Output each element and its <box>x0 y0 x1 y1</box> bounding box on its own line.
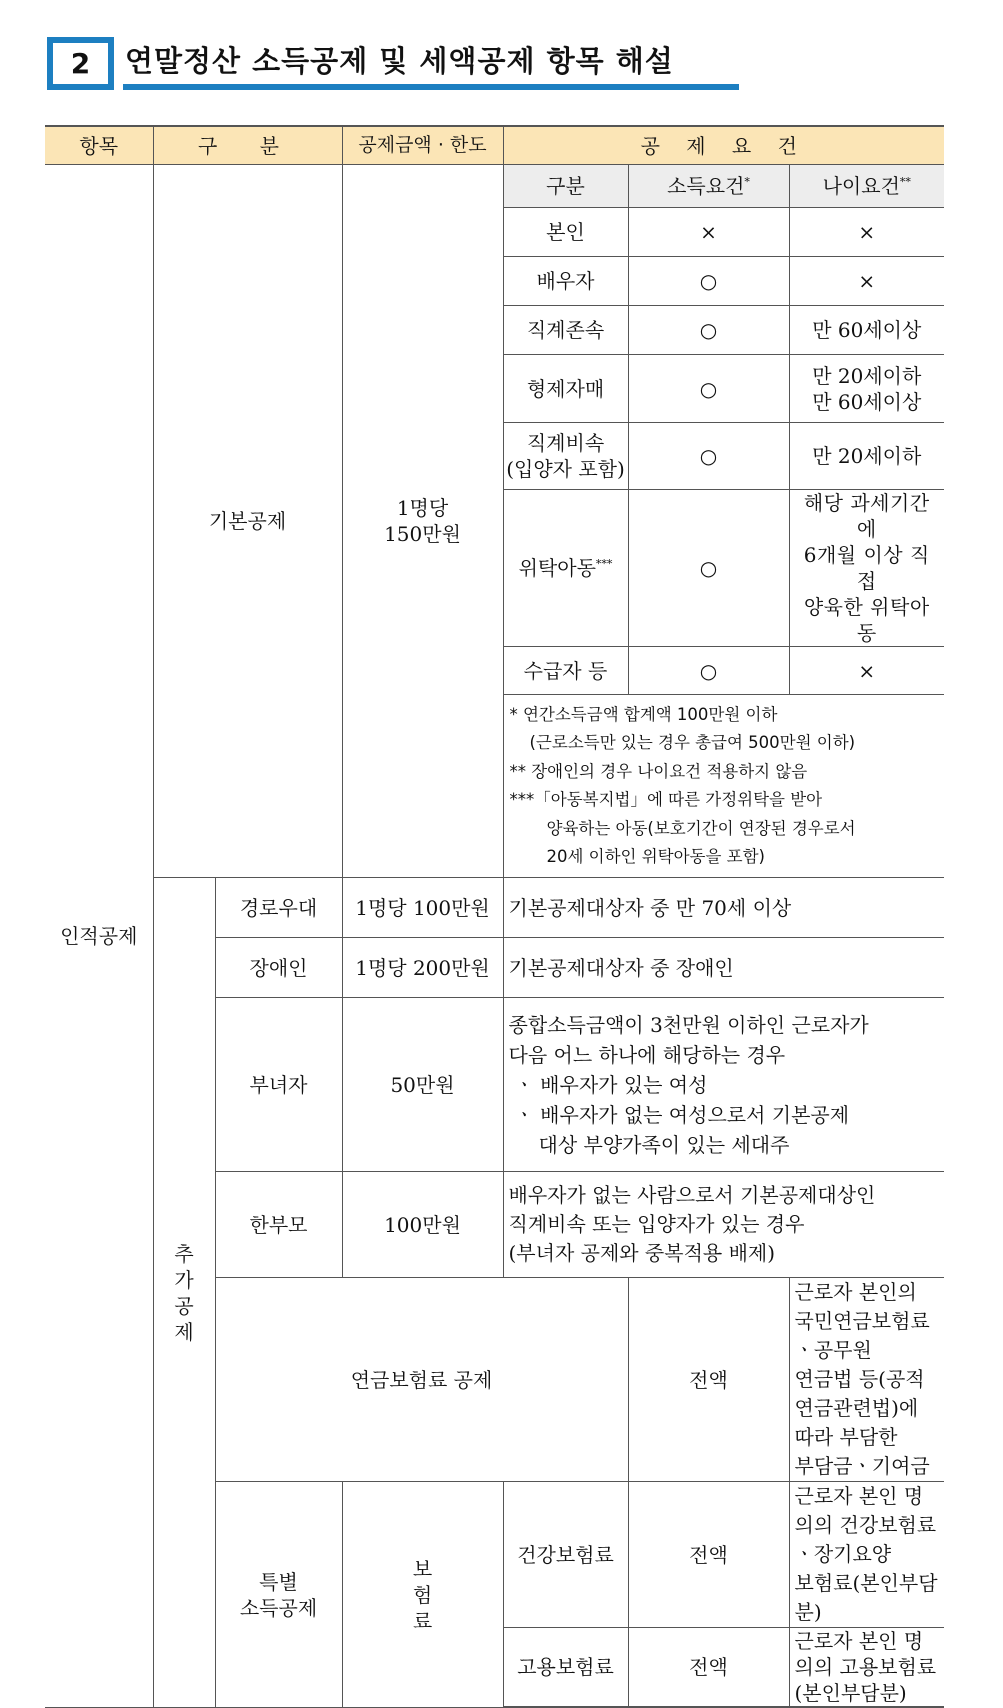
basic-type: 수급자 등 <box>503 647 628 695</box>
req-line: 다음 어느 하나에 해당하는 경우 <box>508 1042 786 1067</box>
income-req: ○ <box>628 306 789 355</box>
additional-amount: 1명당 200만원 <box>342 938 503 998</box>
note-line: * 연간소득금액 합계액 100만원 이하 <box>509 705 778 724</box>
req-line: 배우자가 없는 사람으로서 기본공제대상인 <box>508 1183 876 1208</box>
header-amount: 공제금액 · 한도 <box>342 126 503 165</box>
header-item: 항목 <box>45 126 153 165</box>
insurance-label: 보 험 료 <box>342 1482 503 1708</box>
income-req: × <box>628 208 789 257</box>
additional-amount: 50만원 <box>342 998 503 1172</box>
income-req: ○ <box>628 423 789 490</box>
additional-requirement: 기본공제대상자 중 만 70세 이상 <box>503 878 944 938</box>
subheader-type: 구분 <box>503 165 628 208</box>
basic-type <box>503 423 628 490</box>
additional-deduction-label: 추 가 공 제 <box>153 878 215 1708</box>
age-req: × <box>789 257 944 306</box>
req-line: 근로자 본인 명의의 건강보험료ㆍ장기요양 <box>794 1484 937 1567</box>
deduction-table <box>45 125 944 1708</box>
table-row <box>45 878 944 938</box>
age-line: 6개월 이상 직접 <box>803 543 930 593</box>
note-line: 양육하는 아동(보호기간이 연장된 경우로서 <box>546 818 856 838</box>
income-req: ○ <box>628 257 789 306</box>
note-line: ** 장애인의 경우 나이요건 적용하지 않음 <box>509 761 808 781</box>
age-req <box>789 355 944 423</box>
title-underline <box>123 84 739 90</box>
type-line: 직계비속 <box>526 431 605 455</box>
pension-amount: 전액 <box>628 1278 789 1482</box>
basic-type: 직계존속 <box>503 306 628 355</box>
type-line: (입양자 포함) <box>506 457 625 481</box>
additional-requirement <box>503 1172 944 1278</box>
additional-name: 장애인 <box>215 938 342 998</box>
additional-name: 부녀자 <box>215 998 342 1172</box>
basic-type: 형제자매 <box>503 355 628 423</box>
amount-line: 150만원 <box>384 522 461 547</box>
req-line: ㆍ 배우자가 없는 여성으로서 기본공제 <box>514 1102 850 1127</box>
req-line: 근로자 본인의 국민연금보험료ㆍ공무원 <box>794 1280 930 1363</box>
age-req: 만 60세이상 <box>789 306 944 355</box>
insurance-name: 고용보험료 <box>503 1628 628 1708</box>
basic-deduction-notes <box>503 695 944 878</box>
insurance-amount: 전액 <box>628 1482 789 1628</box>
subheader-age: 나이요건** <box>789 165 944 208</box>
insurance-amount: 전액 <box>628 1628 789 1708</box>
table-row <box>45 165 944 208</box>
additional-name: 경로우대 <box>215 878 342 938</box>
req-line: (부녀자 공제와 중복적용 배제) <box>508 1241 776 1266</box>
subheader-income: 소득요건* <box>628 165 789 208</box>
pension-label: 연금보험료 공제 <box>215 1278 628 1482</box>
basic-type: 본인 <box>503 208 628 257</box>
age-req: × <box>789 647 944 695</box>
income-req: ○ <box>628 355 789 423</box>
income-req: ○ <box>628 490 789 647</box>
age-line: 양육한 위탁아동 <box>803 595 930 645</box>
age-req: 만 20세이하 <box>789 423 944 490</box>
basic-type: 위탁아동*** <box>503 490 628 647</box>
req-line: 보험료(본인부담분) <box>794 1571 938 1625</box>
additional-amount: 100만원 <box>342 1172 503 1278</box>
req-line: 종합소득금액이 3천만원 이하인 근로자가 <box>508 1012 869 1037</box>
age-line: 해당 과세기간에 <box>803 491 930 541</box>
header-category: 구 분 <box>153 126 342 165</box>
note-line: 20세 이하인 위탁아동을 포함) <box>546 846 765 866</box>
basic-type: 배우자 <box>503 257 628 306</box>
header-requirement: 공 제 요 건 <box>503 126 944 165</box>
amount-line: 1명당 <box>396 496 449 521</box>
req-line: 대상 부양가족이 있는 세대주 <box>538 1132 790 1157</box>
page-title: 연말정산 소득공제 및 세액공제 항목 해설 <box>125 44 674 78</box>
additional-amount: 1명당 100만원 <box>342 878 503 938</box>
note-line: (근로소득만 있는 경우 총급여 500만원 이하) <box>529 733 856 753</box>
req-line: 부담금ㆍ기여금 <box>794 1454 930 1479</box>
pension-requirement <box>789 1278 944 1482</box>
additional-requirement: 기본공제대상자 중 장애인 <box>503 938 944 998</box>
age-line: 만 60세이상 <box>812 389 922 414</box>
age-line: 만 20세이하 <box>812 363 922 388</box>
note-line: ***「아동복지법」에 따른 가정위탁을 받아 <box>509 790 823 810</box>
insurance-requirement <box>789 1482 944 1628</box>
section-number-badge: 2 <box>47 37 114 90</box>
req-line: ㆍ 배우자가 있는 여성 <box>514 1072 708 1097</box>
additional-requirement <box>503 998 944 1172</box>
personal-deduction-label: 인적공제 <box>45 165 153 1708</box>
basic-deduction-amount <box>342 165 503 878</box>
table-header-row <box>45 126 944 165</box>
additional-name: 한부모 <box>215 1172 342 1278</box>
basic-deduction-label: 기본공제 <box>153 165 342 878</box>
req-line: 연금법 등(공적연금관련법)에 따라 부담한 <box>794 1367 925 1450</box>
age-req: × <box>789 208 944 257</box>
insurance-name: 건강보험료 <box>503 1482 628 1628</box>
age-req <box>789 490 944 647</box>
req-line: 직계비속 또는 입양자가 있는 경우 <box>508 1212 805 1237</box>
income-req: ○ <box>628 647 789 695</box>
insurance-requirement: 근로자 본인 명의의 고용보험료(본인부담분) <box>789 1628 944 1708</box>
special-deduction-label: 특별 소득공제 <box>215 1482 342 1708</box>
